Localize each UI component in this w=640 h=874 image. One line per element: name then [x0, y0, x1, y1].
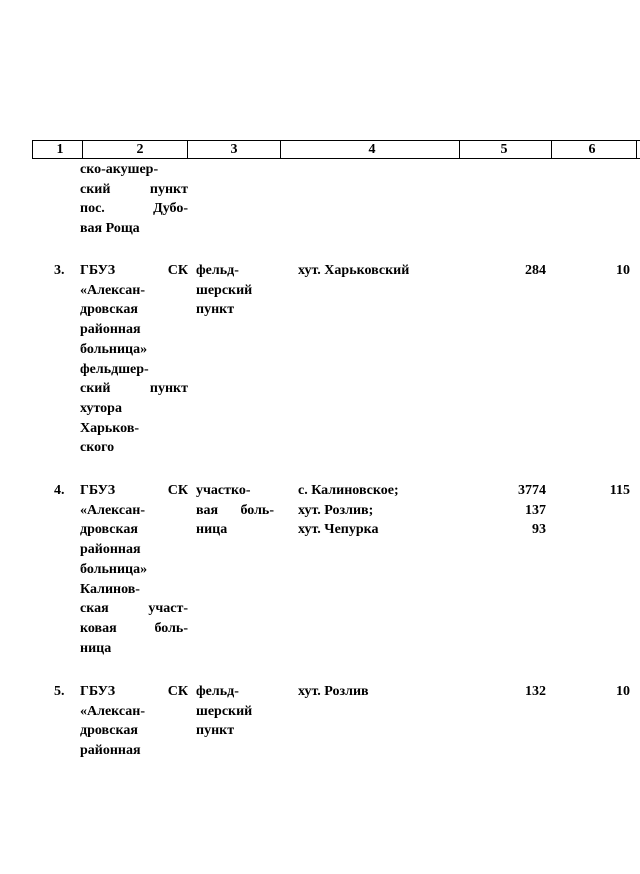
column-number-6: 6	[588, 142, 596, 157]
text-line: хут. Чепурка	[298, 522, 379, 538]
word: ГБУЗ	[80, 483, 116, 498]
text-line	[80, 481, 188, 501]
column-divider	[82, 141, 83, 158]
text-line	[80, 619, 188, 639]
distance	[616, 682, 630, 702]
text-line: пункт	[196, 723, 235, 739]
word: СК	[167, 263, 188, 278]
text-line	[80, 180, 188, 200]
column-number-2: 2	[136, 142, 144, 157]
word: ский	[80, 181, 111, 197]
column-divider	[551, 141, 552, 158]
text-line: хутора	[80, 400, 122, 416]
text-line: шерский	[196, 703, 253, 719]
column-number-5: 5	[500, 142, 508, 157]
row-index: 5.	[54, 684, 65, 699]
text-line: шерский	[196, 282, 253, 298]
word: ковая	[80, 620, 117, 636]
text-line	[80, 261, 188, 281]
text-line: ского	[80, 440, 115, 456]
text-line	[80, 379, 188, 399]
word: Дубо-	[153, 201, 188, 217]
text-line	[196, 501, 274, 521]
word: пос.	[80, 201, 105, 217]
population	[518, 481, 546, 540]
text-line: фельдшер-	[80, 361, 149, 377]
text-line: дровская	[80, 522, 138, 538]
text-line: пункт	[196, 302, 235, 318]
text-line: 93	[532, 522, 546, 538]
text-line	[80, 599, 188, 619]
text-line: 10	[616, 263, 630, 278]
continuation-col2	[80, 160, 188, 239]
column-number-4: 4	[368, 142, 376, 157]
text-line: ница	[196, 522, 228, 538]
row-index: 4.	[54, 483, 65, 498]
word: вая	[196, 502, 219, 518]
text-line: 132	[525, 684, 546, 699]
row-index: 3.	[54, 263, 65, 278]
population	[525, 261, 546, 281]
text-line: «Алексан-	[80, 502, 146, 518]
text-line: больница»	[80, 561, 148, 577]
column-divider	[32, 141, 33, 158]
text-line: районная	[80, 743, 141, 759]
column-divider	[636, 141, 637, 158]
text-line: районная	[80, 542, 141, 558]
text-line: ско-акушер-	[80, 162, 159, 177]
column-number-3: 3	[230, 142, 238, 157]
text-line: ница	[80, 640, 112, 656]
text-line: 115	[609, 483, 630, 498]
word: участ-	[148, 601, 188, 617]
text-line: хут. Харьковский	[298, 263, 410, 278]
column-number-header	[32, 140, 640, 159]
text-line: с. Калиновское;	[298, 483, 399, 498]
text-line: Калинов-	[80, 581, 140, 597]
word: ГБУЗ	[80, 684, 116, 699]
text-line	[80, 199, 188, 219]
word: ГБУЗ	[80, 263, 116, 278]
text-line: районная	[80, 322, 141, 338]
facility-type	[196, 261, 274, 320]
word: пункт	[149, 381, 188, 397]
text-line: «Алексан-	[80, 282, 146, 298]
settlements	[298, 682, 478, 702]
text-line: 3774	[518, 483, 546, 498]
text-line: 137	[525, 502, 546, 518]
word: ская	[80, 601, 109, 617]
text-line: дровская	[80, 723, 138, 739]
distance	[616, 261, 630, 281]
word: СК	[167, 684, 188, 699]
text-line	[80, 682, 188, 702]
text-line: хут. Розлив;	[298, 502, 374, 518]
facility-name	[80, 261, 188, 458]
facility-type	[196, 481, 274, 540]
column-number-1: 1	[56, 142, 64, 157]
text-line: дровская	[80, 302, 138, 318]
text-line: хут. Розлив	[298, 684, 369, 699]
word: боль-	[240, 502, 274, 518]
text-line: «Алексан-	[80, 703, 146, 719]
text-line: 284	[525, 263, 546, 278]
settlements	[298, 261, 478, 281]
text-line: фельд-	[196, 263, 239, 278]
text-line: участко-	[196, 483, 251, 498]
population	[525, 682, 546, 702]
column-divider	[459, 141, 460, 158]
word: пункт	[149, 181, 188, 197]
text-line: Харьков-	[80, 420, 140, 436]
text-line: 10	[616, 684, 630, 699]
distance	[610, 481, 630, 501]
facility-type	[196, 682, 274, 741]
settlements	[298, 481, 478, 540]
text-line: вая Роща	[80, 221, 140, 237]
facility-name	[80, 682, 188, 761]
text-line: больница»	[80, 341, 148, 357]
column-divider	[187, 141, 188, 158]
word: ский	[80, 381, 111, 397]
column-divider	[280, 141, 281, 158]
text-line: фельд-	[196, 684, 239, 699]
facility-name	[80, 481, 188, 658]
word: СК	[167, 483, 188, 498]
word: боль-	[154, 620, 188, 636]
